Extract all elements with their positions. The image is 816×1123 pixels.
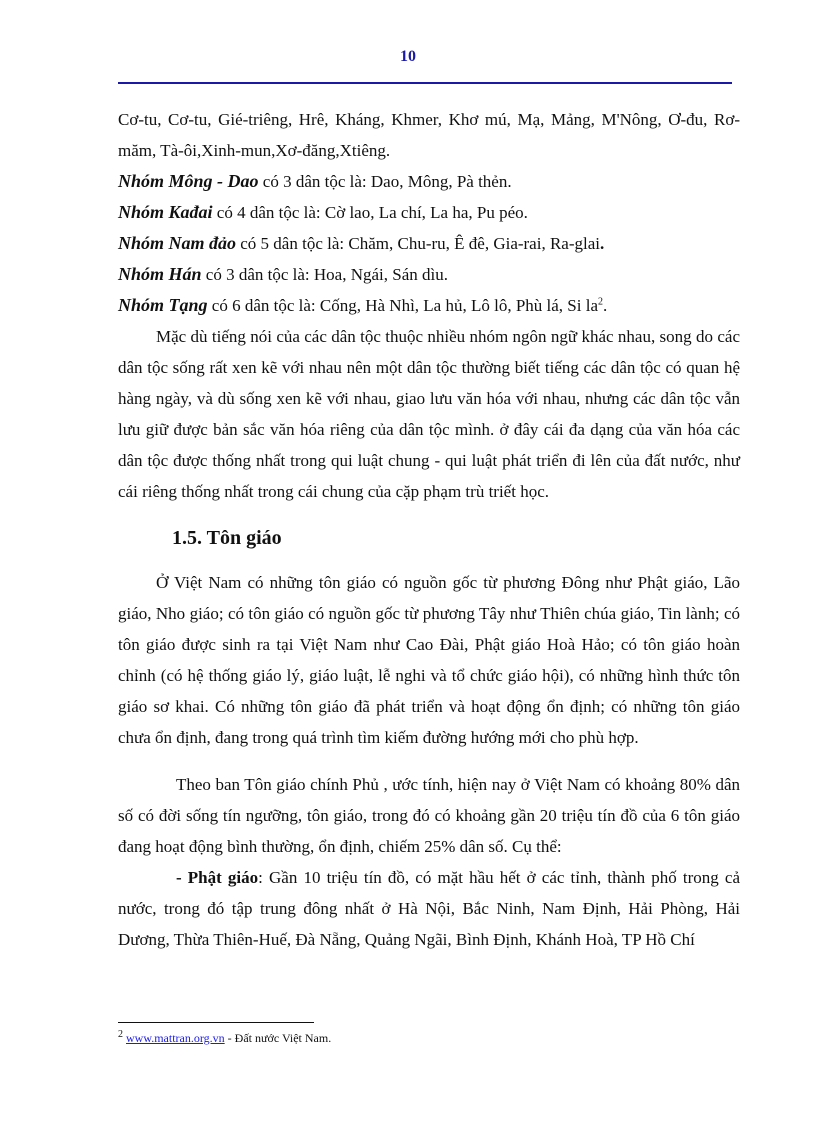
ethnic-list-continuation: Cơ-tu, Cơ-tu, Gié-triêng, Hrê, Kháng, Khmer, Khơ mú, Mạ, Mảng, M'Nông, Ơ-đu, Rơ-măm, Tà-ôi,Xinh-mun,Xơ-đăng,Xtiêng. <box>118 110 740 160</box>
footnote-number: 2 <box>118 1029 123 1040</box>
group-name: Nhóm Hán <box>118 264 202 284</box>
group-text: có 4 dân tộc là: Cờ lao, La chí, La ha, Pu péo. <box>212 203 528 222</box>
group-han <box>118 259 740 290</box>
footnote <box>118 1030 331 1046</box>
section-heading: 1.5. Tôn giáo <box>172 527 282 549</box>
group-name: Nhóm Mông - Dao <box>118 171 259 191</box>
group-text: có 5 dân tộc là: Chăm, Chu-ru, Ê đê, Gia-rai, Ra-glai <box>236 234 600 253</box>
buddhism-label: - Phật giáo <box>176 868 259 887</box>
header-rule <box>118 82 732 84</box>
group-tail: . <box>600 234 605 253</box>
footnote-link[interactable]: www.mattran.org.vn <box>126 1031 225 1045</box>
group-text: có 6 dân tộc là: Cống, Hà Nhì, La hủ, Lô lô, Phù lá, Si la <box>207 296 598 315</box>
group-text: có 3 dân tộc là: Hoa, Ngái, Sán dìu. <box>201 265 448 284</box>
group-nam-dao <box>118 228 740 259</box>
footnote-ref[interactable]: 2 <box>598 296 603 308</box>
group-text: có 3 dân tộc là: Dao, Mông, Pà thẻn. <box>258 172 512 191</box>
group-name: Nhóm Kađai <box>118 202 213 222</box>
page-number: 10 <box>400 48 416 65</box>
group-kadai <box>118 197 740 228</box>
footnote-rule <box>118 1022 314 1023</box>
buddhism-text: : Gần 10 triệu tín đồ, có mặt hầu hết ở các tỉnh, thành phố trong cả nước, trong đó tập trung đông nhất ở Hà Nội, Bắc Ninh, Nam Định, Hải Phòng, Hải Dương, Thừa Thiên-Huế, Đà Nẵng, Quảng Ngãi, Bình Định, Khánh Hoà, TP Hồ Chí <box>118 868 740 949</box>
statistics-paragraph: Theo ban Tôn giáo chính Phủ , ước tính, hiện nay ở Việt Nam có khoảng 80% dân số có đời sống tín ngưỡng, tôn giáo, trong đó có khoảng gần 20 triệu tín đồ của 6 tôn giáo đang hoạt động bình thường, ổn định, chiếm 25% dân số. Cụ thể: <box>118 775 740 856</box>
religion-intro-paragraph: Ở Việt Nam có những tôn giáo có nguồn gốc từ phương Đông như Phật giáo, Lão giáo, Nho giáo; có tôn giáo có nguồn gốc từ phương Tây như Thiên chúa giáo, Tin lành; có tôn giáo được sinh ra tại Việt Nam như Cao Đài, Phật giáo Hoà Hảo; có tôn giáo hoàn chỉnh (có hệ thống giáo lý, giáo luật, lễ nghi và tổ chức giáo hội), có những hình thức tôn giáo sơ khai. Có những tôn giáo đã phát triển và hoạt động ổn định; có những tôn giáo chưa ổn định, đang trong quá trình tìm kiếm đường hướng mới cho phù hợp. <box>118 573 740 747</box>
buddhism-paragraph <box>118 862 740 955</box>
group-name: Nhóm Tạng <box>118 295 208 315</box>
group-tang <box>118 290 740 321</box>
diversity-paragraph: Mặc dù tiếng nói của các dân tộc thuộc nhiều nhóm ngôn ngữ khác nhau, song do các dân tộc sống rất xen kẽ với nhau nên một dân tộc thường biết tiếng các dân tộc có quan hệ hàng ngày, và dù sống xen kẽ với nhau, giao lưu văn hóa với nhau, nhưng các dân tộc vẫn lưu giữ được bản sắc văn hóa riêng của dân tộc mình. ở đây cái đa dạng của văn hóa các dân tộc được thống nhất trong qui luật chung - qui luật phát triển đi lên của đất nước, như cái riêng thống nhất trong cái chung của cặp phạm trù triết học. <box>118 327 740 501</box>
document-body <box>118 104 740 955</box>
group-name: Nhóm Nam đảo <box>118 233 237 253</box>
footnote-text: - Đất nước Việt Nam. <box>224 1031 332 1045</box>
group-tail: . <box>603 296 608 315</box>
group-mong-dao <box>118 166 740 197</box>
